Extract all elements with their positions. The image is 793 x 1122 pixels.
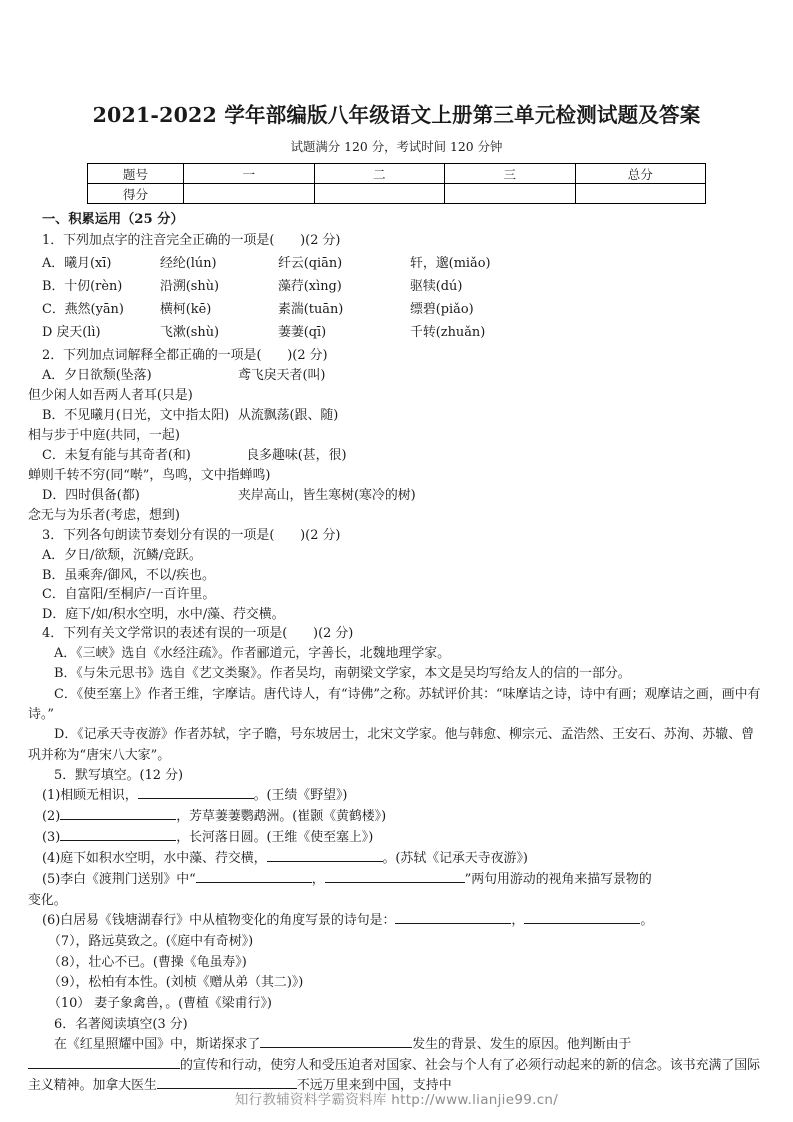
q1-opt-d-item3: 萋萋(qī) <box>278 325 327 341</box>
footer-brand: 知行教辅资料学霸资料库 <box>234 1092 387 1108</box>
q5-5-mid: ， <box>311 871 325 887</box>
q2-opt-d-item2: 夹岸高山，皆生寒树(寒冷的树) <box>238 488 416 504</box>
section-heading-one: 一、积累运用（25 分） <box>42 212 184 227</box>
q5-3-post: ，长河落日圆。(王维《使至塞上》) <box>176 830 374 846</box>
q2-opt-a-label: A． <box>42 368 65 384</box>
q5-9-num: （9） <box>48 975 76 991</box>
score-cell-3[interactable] <box>445 184 576 204</box>
exam-content <box>28 210 765 1096</box>
q1-opt-b-item1: 十仞(rèn) <box>64 279 123 295</box>
question-5-item-5 <box>42 870 765 891</box>
score-cell-2[interactable] <box>314 184 445 204</box>
footer-url: http://www.lianjie99.cn/ <box>391 1092 559 1108</box>
q1-opt-c-item3: 素湍(tuān) <box>278 302 344 318</box>
score-table-row-label-0: 题号 <box>88 164 184 184</box>
q6-text-1: 在《红星照耀中国》中，斯诺探求了 <box>54 1037 261 1053</box>
q5-4-num: (4) <box>42 850 61 866</box>
footer-watermark <box>0 1088 793 1108</box>
question-2-stem: 2．下列加点词解释全都正确的一项是( )(2 分) <box>42 348 328 364</box>
q5-6-mid: ， <box>511 912 525 928</box>
score-cell-total[interactable] <box>575 184 706 204</box>
q5-5-blank-1[interactable] <box>196 870 312 883</box>
question-1-stem: 1．下列加点字的注音完全正确的一项是( )(2 分) <box>42 233 341 249</box>
q5-7-num: （7） <box>48 933 76 949</box>
q2-opt-c-item2: 良多趣味(甚，很) <box>246 448 347 464</box>
q5-4-post: 。(苏轼《记承天寺夜游》) <box>382 850 528 866</box>
question-1-option-a <box>42 254 765 274</box>
question-2-option-a-cont: 但少闲人如吾两人者耳(只是) <box>28 388 193 404</box>
question-5-item-7 <box>48 932 765 953</box>
question-5-item-5-cont: 变化。 <box>28 892 67 908</box>
question-3-option-d: D．庭下/如/积水空明，水中/藻、荇交横。 <box>42 606 285 622</box>
question-5-item-4 <box>42 849 765 870</box>
q1-opt-c-item1: 燕然(yān) <box>64 302 124 318</box>
q1-opt-b-item4: 驱犊(dú) <box>410 279 463 295</box>
score-table-col-3: 总分 <box>575 164 706 184</box>
q1-opt-a-item3: 纤云(qiān) <box>278 256 343 272</box>
table-row <box>88 184 706 204</box>
question-5-item-9 <box>48 973 765 994</box>
q1-opt-b-item2: 沿溯(shù) <box>160 279 220 295</box>
q5-10-num: （10） <box>48 996 91 1012</box>
question-2-option-a <box>42 366 765 386</box>
q2-opt-a-item2: 鸢飞戾天者(叫) <box>238 368 326 384</box>
q5-2-blank[interactable] <box>60 807 176 820</box>
q1-opt-c-label: C． <box>42 302 65 318</box>
score-table <box>87 163 706 204</box>
q1-opt-a-item1: 曦月(xī) <box>64 256 112 272</box>
q1-opt-b-label: B． <box>42 279 65 295</box>
score-table-row-label-1: 得分 <box>88 184 184 204</box>
q5-1-post: 。(王绩《野望》) <box>253 788 348 804</box>
question-2-option-d <box>42 486 765 506</box>
q5-7-text: ，路远莫致之。(《庭中有奇树》) <box>75 933 254 949</box>
q2-opt-d-label: D． <box>42 488 66 504</box>
q5-5-pre: 李白《渡荆门送别》中“ <box>60 871 196 887</box>
question-5-item-6 <box>42 911 765 932</box>
q2-opt-c-item1: 未复有能与其奇者(和) <box>64 448 191 464</box>
q1-opt-a-label: A． <box>42 256 65 272</box>
q2-opt-b-item2: 从流飘荡(跟、随) <box>238 408 339 424</box>
q2-opt-b-label: B． <box>42 408 65 424</box>
q1-opt-c-item2: 横柯(kē) <box>160 302 212 318</box>
q5-4-blank[interactable] <box>267 849 383 862</box>
q5-6-num: (6) <box>42 912 61 928</box>
question-2-option-b-cont: 相与步于中庭(共同，一起) <box>28 428 180 444</box>
question-1-option-b <box>42 277 765 297</box>
question-1-option-c <box>42 300 765 320</box>
q5-6-blank-1[interactable] <box>395 911 511 924</box>
q1-opt-c-item4: 缥碧(piǎo) <box>410 302 474 318</box>
q5-1-pre: 相顾无相识， <box>60 788 138 804</box>
q5-1-num: (1) <box>42 788 61 804</box>
question-3-option-b: B．虽乘奔/御风，不以/疾也。 <box>42 567 215 583</box>
question-2-option-c-cont: 蝉则千转不穷(同“啭”，鸟鸣，文中指蝉鸣) <box>28 468 271 484</box>
question-4-option-c: C．《使至塞上》作者王维，字摩诘。唐代诗人，有“诗佛”之称。苏轼评价其：“味摩诘之诗，诗中有画；观摩诘之画，画中有诗。” <box>28 686 761 723</box>
exam-subtitle: 试题满分 120 分，考试时间 120 分钟 <box>290 139 503 154</box>
q1-opt-a-item2: 经纶(lún) <box>160 256 217 272</box>
q5-6-post: 。 <box>640 912 654 928</box>
q2-opt-c-label: C． <box>42 448 65 464</box>
q5-10-text: 妻子象禽兽，。(曹植《梁甫行》) <box>94 996 272 1012</box>
question-5-item-10 <box>48 994 765 1015</box>
q1-opt-d-item1: 戾天(lì) <box>56 325 101 341</box>
q2-opt-b-item1: 不见曦月(日光，文中指太阳) <box>64 408 230 424</box>
q6-blank-1[interactable] <box>260 1035 412 1048</box>
q2-opt-d-item1: 四时俱备(都) <box>65 488 140 504</box>
q5-4-pre: 庭下如积水空明，水中藻、荇交横， <box>60 850 267 866</box>
q5-3-blank[interactable] <box>60 828 176 841</box>
question-5-item-8 <box>48 953 765 974</box>
question-5-item-2 <box>42 807 765 828</box>
q5-6-pre: 白居易《钱塘湖春行》中从植物变化的角度写景的诗句是： <box>60 912 396 928</box>
q1-opt-a-item4: 轩，邈(miǎo) <box>410 256 491 272</box>
question-5-item-3 <box>42 828 765 849</box>
q5-5-num: (5) <box>42 871 61 887</box>
question-5-item-1 <box>42 786 765 807</box>
question-4-option-b: B．《与朱元思书》选自《艺文类聚》。作者吴均，南朝梁文学家，本文是吴均写给友人的信的一部分。 <box>54 666 631 682</box>
question-4-stem: 4．下列有关文学常识的表述有误的一项是( )(2 分) <box>42 625 354 641</box>
q5-9-text: ，松柏有本性。(刘桢《赠从弟（其二)》) <box>75 975 304 991</box>
q5-2-num: (2) <box>42 809 61 825</box>
q6-blank-2[interactable] <box>28 1056 180 1069</box>
table-row <box>88 164 706 184</box>
score-table-col-1: 二 <box>314 164 445 184</box>
score-table-col-0: 一 <box>184 164 315 184</box>
question-2-option-b <box>42 406 765 426</box>
question-4-option-a: A．《三峡》选自《水经注疏》。作者郦道元，字善长，北魏地理学家。 <box>54 645 451 661</box>
question-2-option-d-cont: 念无与为乐者(考虑，想到) <box>28 508 180 524</box>
q5-1-blank[interactable] <box>138 786 254 799</box>
page-title: 2021-2022 学年部编版八年级语文上册第三单元检测试题及答案 <box>92 103 701 127</box>
q1-opt-d-item4: 千转(zhuǎn) <box>410 325 486 341</box>
q1-opt-d-item2: 飞漱(shù) <box>160 325 220 341</box>
question-3-option-a: A．夕日/欲颓，沉鳞/竞跃。 <box>42 548 202 564</box>
q1-opt-d-label: D <box>42 325 53 341</box>
question-5-stem: 5．默写填空。(12 分) <box>54 768 183 784</box>
question-3-stem: 3．下列各句朗读节奏划分有误的一项是( )(2 分) <box>42 528 341 544</box>
score-cell-1[interactable] <box>184 184 315 204</box>
q5-5-blank-2[interactable] <box>325 870 465 883</box>
question-3-option-c: C．自富阳/至桐庐/一百许里。 <box>42 587 216 603</box>
q5-5-post: ”两句用游动的视角来描写景物的 <box>464 871 652 887</box>
question-4-option-d: D．《记承天寺夜游》作者苏轼，字子瞻，号东坡居士，北宋文学家。他与韩愈、柳宗元、孟浩然、王安石、苏洵、苏辙、曾巩并称为“唐宋八大家”。 <box>28 727 754 763</box>
q6-text-4: 不远万里来到中国，支持中 <box>296 1078 452 1094</box>
q6-text-3: 的宣传和行动，使穷人和受压迫者对国家、社会与个人有了必须行动起来的新的信念。该书充满了国际主义精神。加拿大医生 <box>28 1057 761 1094</box>
question-1-option-d <box>42 323 765 343</box>
q6-text-2: 发生的背景、发生的原因。他判断由于 <box>412 1037 632 1053</box>
q5-8-num: （8） <box>48 954 76 970</box>
score-table-col-2: 三 <box>445 164 576 184</box>
q1-opt-b-item3: 藻荇(xìng) <box>278 279 342 295</box>
q5-8-text: ，壮心不已。(曹操《龟虽寿》) <box>75 954 247 970</box>
q5-3-num: (3) <box>42 830 61 846</box>
q5-6-blank-2[interactable] <box>524 911 640 924</box>
question-6-stem: 6．名著阅读填空(3 分) <box>54 1017 188 1033</box>
q5-2-post: ，芳草萋萋鹦鹉洲。(崔颢《黄鹤楼》) <box>176 809 387 825</box>
q2-opt-a-item1: 夕日欲颓(坠落) <box>64 368 152 384</box>
question-2-option-c <box>42 446 765 466</box>
